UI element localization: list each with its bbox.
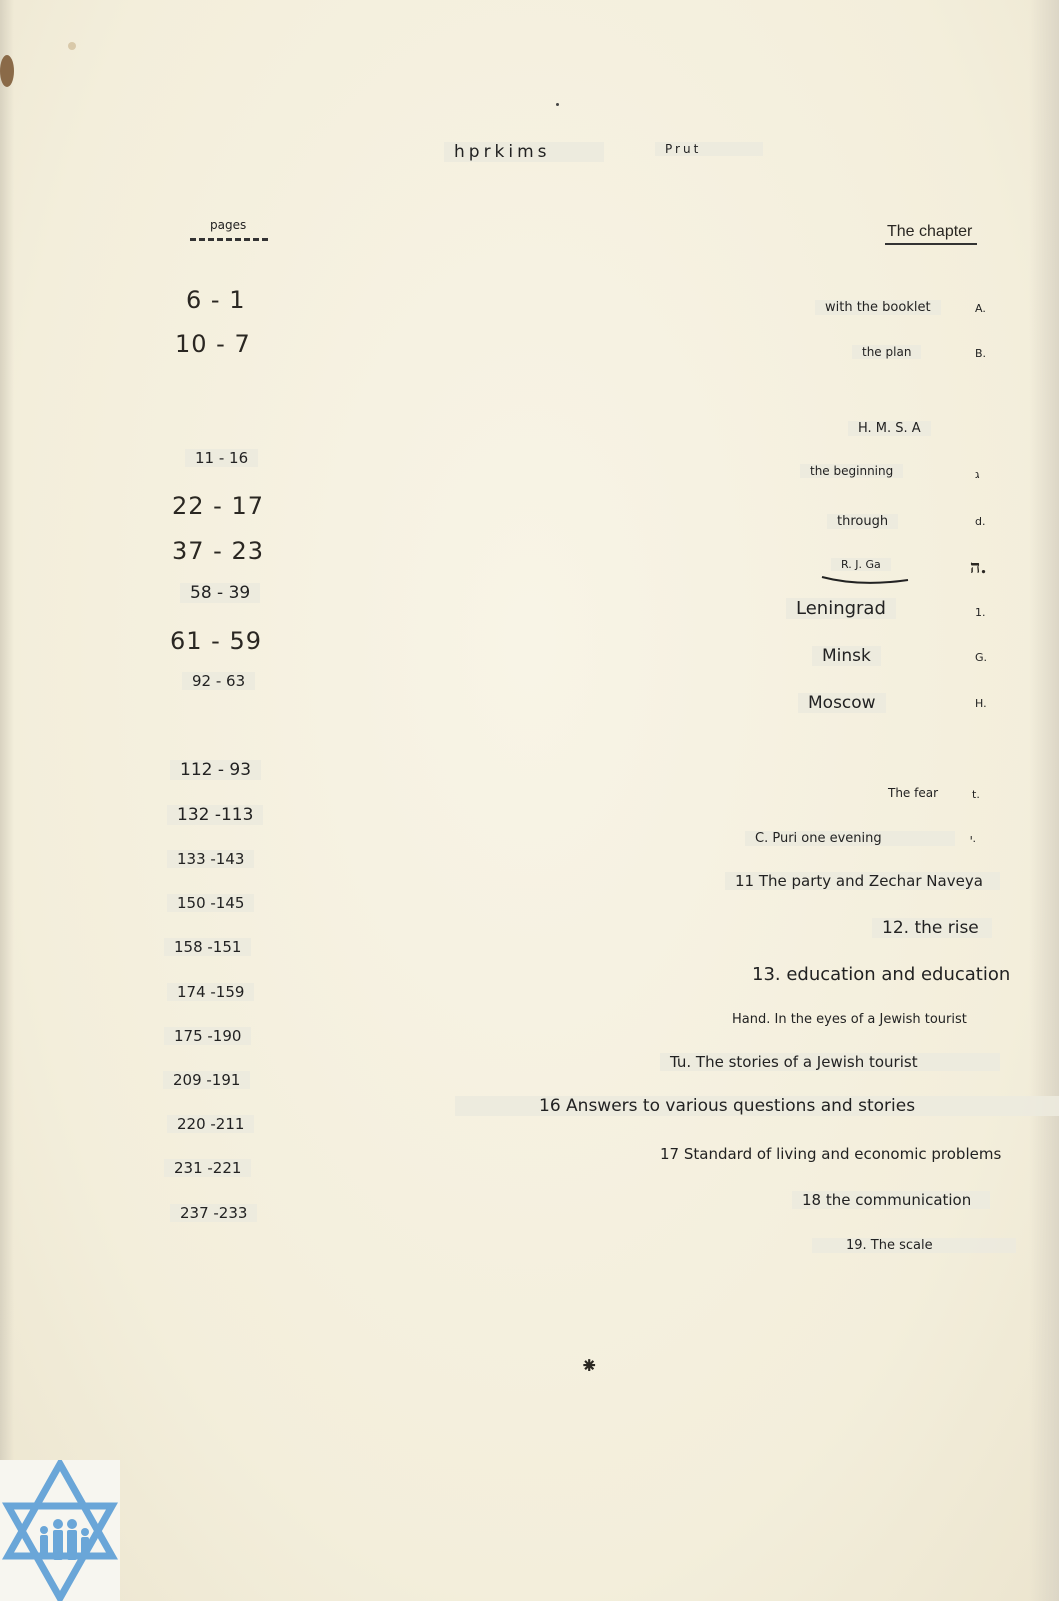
chapter-title: the plan xyxy=(852,345,921,359)
chapter-title: 16 Answers to various questions and stories xyxy=(455,1096,1059,1116)
chapter-title: Leningrad xyxy=(786,598,896,619)
chapter-title: 18 the communication xyxy=(792,1191,990,1209)
chapter-letter: d. xyxy=(975,515,986,528)
chapter-letter: 1. xyxy=(975,606,986,619)
page-range: 6 - 1 xyxy=(186,286,246,314)
chapter-label-underline xyxy=(885,243,977,245)
page-range: 61 - 59 xyxy=(170,627,262,655)
chapter-letter: t. xyxy=(972,788,980,801)
chapter-title: The fear xyxy=(888,786,939,800)
chapter-title: 12. the rise xyxy=(872,918,992,938)
page-range: 132 -113 xyxy=(167,805,263,825)
page-edge-right xyxy=(1029,0,1059,1601)
chapter-title: Moscow xyxy=(798,693,886,713)
chapter-letter: A. xyxy=(975,302,986,315)
page-range: 174 -159 xyxy=(167,983,254,1001)
page-range: 22 - 17 xyxy=(172,492,264,520)
page-range: 58 - 39 xyxy=(180,583,260,603)
chapter-title: the beginning xyxy=(800,464,903,478)
chapter-title: Tu. The stories of a Jewish tourist xyxy=(660,1053,1000,1071)
chapter-column-label: The chapter xyxy=(887,223,973,240)
page-range: 37 - 23 xyxy=(172,537,264,565)
pages-label-underline xyxy=(190,238,268,241)
chapter-letter: ג xyxy=(975,468,980,481)
chapter-title: with the booklet xyxy=(815,300,941,315)
chapter-title: 13. education and education xyxy=(752,964,1011,985)
asterisk-icon: ⁕ xyxy=(580,1354,599,1379)
ink-speck xyxy=(556,103,559,106)
chapter-letter: H. xyxy=(975,697,987,710)
page-range: 112 - 93 xyxy=(170,760,261,780)
stain-spot xyxy=(0,55,14,87)
page-range: 133 -143 xyxy=(167,850,254,868)
chapter-title: Minsk xyxy=(812,646,881,666)
stain-spot xyxy=(68,42,76,50)
chapter-letter: G. xyxy=(975,651,988,664)
page-range: 10 - 7 xyxy=(175,330,251,358)
page-range: 237 -233 xyxy=(170,1204,257,1222)
chapter-title: through xyxy=(827,514,898,529)
chapter-title: 11 The party and Zechar Naveya xyxy=(725,872,1000,890)
page-range: 220 -211 xyxy=(167,1115,254,1133)
page-range: 150 -145 xyxy=(167,894,254,912)
page-edge-left xyxy=(0,0,14,1601)
page-range: 92 - 63 xyxy=(182,672,255,690)
chapter-title: R. J. Ga xyxy=(831,558,891,571)
chapter-title: 17 Standard of living and economic problems xyxy=(660,1145,1002,1163)
page-range: 158 -151 xyxy=(164,938,251,956)
chapter-title: H. M. S. A xyxy=(848,421,931,436)
page-range: 175 -190 xyxy=(164,1027,251,1045)
page-title: hprkims xyxy=(444,142,604,162)
chapter-title: C. Puri one evening xyxy=(745,831,955,846)
star-of-david-logo-icon xyxy=(0,1460,120,1601)
chapter-letter: B. xyxy=(975,347,987,360)
chapter-title: 19. The scale xyxy=(812,1238,1016,1253)
chapter-letter: ה. xyxy=(970,557,987,578)
handwritten-underline xyxy=(820,573,910,587)
page-range: 209 -191 xyxy=(163,1071,250,1089)
page-subtitle: Prut xyxy=(655,142,763,156)
chapter-letter: י. xyxy=(970,832,976,845)
chapter-title: Hand. In the eyes of a Jewish tourist xyxy=(732,1012,967,1027)
pages-column-label: pages xyxy=(210,218,247,232)
page-range: 231 -221 xyxy=(164,1159,251,1177)
page-range: 11 - 16 xyxy=(185,449,258,467)
